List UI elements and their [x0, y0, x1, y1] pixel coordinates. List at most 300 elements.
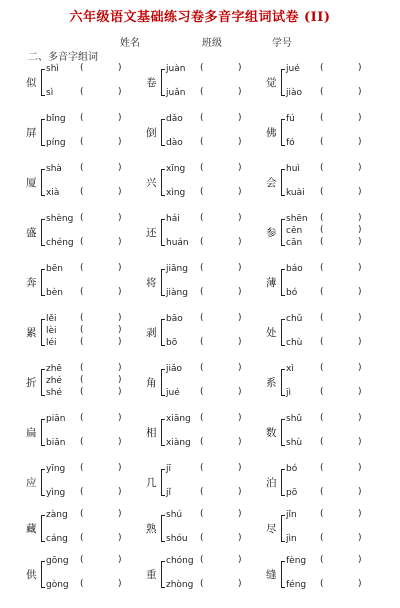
- answer-close-paren: ): [358, 237, 362, 247]
- polyphone-item: [266, 464, 386, 504]
- pinyin-reading: bǐng: [46, 114, 66, 124]
- answer-close-paren: ): [358, 63, 362, 73]
- pinyin-reading: lèi: [46, 326, 57, 336]
- pinyin-reading: jī: [166, 464, 172, 474]
- polyphone-character: 屏: [26, 126, 37, 139]
- polyphone-item: [146, 364, 266, 404]
- answer-open-paren: (: [80, 113, 84, 123]
- polyphone-character: 尽: [266, 522, 277, 535]
- reading-row: [46, 164, 126, 175]
- polyphone-character: 应: [26, 476, 37, 489]
- polyphone-item: [146, 214, 266, 254]
- reading-row: [166, 534, 246, 545]
- answer-close-paren: ): [358, 137, 362, 147]
- polyphone-item: [146, 64, 266, 104]
- answer-close-paren: ): [358, 463, 362, 473]
- reading-row: [46, 388, 126, 399]
- pinyin-reading: zhòng: [166, 580, 194, 590]
- answer-close-paren: ): [238, 463, 242, 473]
- polyphone-item: [266, 556, 386, 596]
- pinyin-reading: píng: [46, 138, 66, 148]
- brace: [41, 119, 45, 146]
- polyphone-character: 会: [266, 176, 277, 189]
- pinyin-reading: zàng: [46, 510, 68, 520]
- reading-row: [166, 164, 246, 175]
- polyphone-item: [26, 414, 146, 454]
- answer-open-paren: (: [80, 509, 84, 519]
- answer-close-paren: ): [358, 337, 362, 347]
- pinyin-reading: chéng: [46, 238, 74, 248]
- reading-row: [166, 388, 246, 399]
- reading-row: [46, 510, 126, 521]
- pinyin-reading: bō: [166, 338, 178, 348]
- reading-row: [46, 376, 126, 387]
- reading-row: [166, 314, 246, 325]
- pinyin-reading: jué: [286, 64, 300, 74]
- reading-row: [166, 338, 246, 349]
- pinyin-reading: huì: [286, 164, 300, 174]
- reading-row: [166, 510, 246, 521]
- class-label: 班级: [202, 38, 222, 49]
- reading-row: [286, 214, 366, 225]
- answer-open-paren: (: [80, 533, 84, 543]
- brace: [161, 219, 165, 246]
- reading-row: [46, 534, 126, 545]
- polyphone-item: [146, 314, 266, 354]
- answer-open-paren: (: [80, 437, 84, 447]
- brace: [161, 69, 165, 96]
- answer-close-paren: ): [118, 363, 122, 373]
- answer-open-paren: (: [320, 555, 324, 565]
- polyphone-item: [26, 214, 146, 254]
- polyphone-character: 几: [146, 476, 157, 489]
- brace: [161, 515, 165, 542]
- answer-open-paren: (: [320, 137, 324, 147]
- reading-row: [46, 214, 126, 225]
- answer-open-paren: (: [80, 413, 84, 423]
- answer-close-paren: ): [118, 263, 122, 273]
- reading-row: [166, 188, 246, 199]
- brace: [41, 169, 45, 196]
- polyphone-item: [266, 214, 386, 254]
- polyphone-item: [266, 114, 386, 154]
- answer-open-paren: (: [80, 137, 84, 147]
- answer-close-paren: ): [118, 375, 122, 385]
- answer-open-paren: (: [320, 463, 324, 473]
- answer-close-paren: ): [118, 63, 122, 73]
- answer-open-paren: (: [320, 387, 324, 397]
- reading-row: [166, 414, 246, 425]
- pinyin-reading: xīng: [166, 164, 186, 174]
- reading-row: [46, 580, 126, 591]
- answer-open-paren: (: [320, 313, 324, 323]
- answer-open-paren: (: [200, 163, 204, 173]
- reading-row: [286, 264, 366, 275]
- answer-open-paren: (: [200, 487, 204, 497]
- pinyin-reading: lěi: [46, 314, 57, 324]
- brace: [281, 219, 285, 246]
- polyphone-character: 觉: [266, 76, 277, 89]
- answer-open-paren: (: [200, 187, 204, 197]
- answer-open-paren: (: [80, 463, 84, 473]
- answer-close-paren: ): [358, 533, 362, 543]
- reading-row: [166, 580, 246, 591]
- polyphone-character: 泊: [266, 476, 277, 489]
- pinyin-reading: gōng: [46, 556, 69, 566]
- polyphone-item: [26, 64, 146, 104]
- pinyin-reading: báo: [286, 264, 303, 274]
- reading-row: [286, 464, 366, 475]
- polyphone-character: 系: [266, 376, 277, 389]
- answer-open-paren: (: [320, 437, 324, 447]
- answer-close-paren: ): [118, 237, 122, 247]
- polyphone-item: [26, 364, 146, 404]
- answer-close-paren: ): [358, 313, 362, 323]
- reading-row: [166, 364, 246, 375]
- reading-row: [286, 164, 366, 175]
- answer-open-paren: (: [200, 337, 204, 347]
- answer-open-paren: (: [200, 463, 204, 473]
- answer-open-paren: (: [320, 113, 324, 123]
- answer-close-paren: ): [358, 387, 362, 397]
- answer-close-paren: ): [238, 555, 242, 565]
- polyphone-character: 缝: [266, 568, 277, 581]
- polyphone-character: 剥: [146, 326, 157, 339]
- pinyin-reading: shù: [286, 438, 303, 448]
- pinyin-reading: xiāng: [166, 414, 191, 424]
- pinyin-reading: cēn: [286, 226, 303, 236]
- pinyin-reading: juàn: [166, 64, 186, 74]
- pinyin-reading: shóu: [166, 534, 188, 544]
- answer-close-paren: ): [118, 287, 122, 297]
- polyphone-character: 佛: [266, 126, 277, 139]
- answer-open-paren: (: [80, 555, 84, 565]
- answer-open-paren: (: [80, 487, 84, 497]
- polyphone-character: 卷: [146, 76, 157, 89]
- answer-open-paren: (: [200, 87, 204, 97]
- answer-open-paren: (: [80, 313, 84, 323]
- brace: [281, 69, 285, 96]
- pinyin-reading: fú: [286, 114, 295, 124]
- brace: [161, 119, 165, 146]
- answer-open-paren: (: [80, 163, 84, 173]
- brace: [161, 369, 165, 396]
- answer-open-paren: (: [80, 213, 84, 223]
- pinyin-reading: jì: [286, 388, 292, 398]
- answer-close-paren: ): [118, 313, 122, 323]
- polyphone-character: 累: [26, 326, 37, 339]
- polyphone-character: 薄: [266, 276, 277, 289]
- brace: [41, 369, 45, 396]
- pinyin-reading: kuài: [286, 188, 305, 198]
- answer-open-paren: (: [200, 437, 204, 447]
- answer-close-paren: ): [358, 187, 362, 197]
- answer-close-paren: ): [358, 87, 362, 97]
- answer-open-paren: (: [320, 87, 324, 97]
- answer-close-paren: ): [358, 225, 362, 235]
- answer-close-paren: ): [238, 437, 242, 447]
- polyphone-character: 兴: [146, 176, 157, 189]
- polyphone-character: 处: [266, 326, 277, 339]
- pinyin-reading: shì: [46, 64, 59, 74]
- answer-open-paren: (: [200, 533, 204, 543]
- pinyin-reading: shà: [46, 164, 62, 174]
- student-id-label: 学号: [272, 38, 292, 49]
- answer-close-paren: ): [358, 163, 362, 173]
- reading-row: [286, 438, 366, 449]
- polyphone-character: 相: [146, 426, 157, 439]
- answer-close-paren: ): [358, 263, 362, 273]
- brace: [161, 419, 165, 446]
- reading-row: [286, 556, 366, 567]
- polyphone-item: [266, 164, 386, 204]
- section-heading: 二、多音字组词: [28, 52, 98, 63]
- pinyin-reading: huán: [166, 238, 189, 248]
- pinyin-reading: jìn: [286, 534, 297, 544]
- answer-open-paren: (: [80, 263, 84, 273]
- answer-open-paren: (: [320, 579, 324, 589]
- answer-open-paren: (: [200, 237, 204, 247]
- answer-open-paren: (: [320, 509, 324, 519]
- answer-close-paren: ): [238, 137, 242, 147]
- answer-close-paren: ): [118, 555, 122, 565]
- answer-close-paren: ): [118, 413, 122, 423]
- answer-open-paren: (: [320, 213, 324, 223]
- reading-row: [286, 114, 366, 125]
- answer-close-paren: ): [238, 237, 242, 247]
- answer-open-paren: (: [200, 413, 204, 423]
- reading-row: [286, 64, 366, 75]
- answer-close-paren: ): [358, 555, 362, 565]
- pinyin-reading: shǔ: [286, 414, 303, 424]
- brace: [281, 561, 285, 588]
- polyphone-character: 角: [146, 376, 157, 389]
- pinyin-reading: yīng: [46, 464, 66, 474]
- reading-row: [46, 138, 126, 149]
- brace: [161, 269, 165, 296]
- pinyin-reading: léi: [46, 338, 57, 348]
- answer-close-paren: ): [238, 533, 242, 543]
- polyphone-character: 参: [266, 226, 277, 239]
- answer-open-paren: (: [320, 187, 324, 197]
- reading-row: [166, 556, 246, 567]
- polyphone-character: 折: [26, 376, 37, 389]
- brace: [281, 319, 285, 346]
- polyphone-item: [26, 264, 146, 304]
- polyphone-character: 供: [26, 568, 37, 581]
- reading-row: [166, 214, 246, 225]
- reading-row: [166, 488, 246, 499]
- answer-open-paren: (: [200, 313, 204, 323]
- pinyin-reading: bēn: [46, 264, 63, 274]
- pinyin-reading: biǎn: [46, 438, 66, 448]
- brace: [41, 515, 45, 542]
- pinyin-reading: shēn: [286, 214, 308, 224]
- reading-row: [46, 288, 126, 299]
- brace: [281, 169, 285, 196]
- brace: [161, 469, 165, 496]
- pinyin-reading: sì: [46, 88, 54, 98]
- answer-close-paren: ): [118, 487, 122, 497]
- answer-open-paren: (: [200, 387, 204, 397]
- polyphone-item: [146, 464, 266, 504]
- brace: [161, 319, 165, 346]
- brace: [41, 269, 45, 296]
- reading-row: [166, 238, 246, 249]
- answer-open-paren: (: [320, 363, 324, 373]
- reading-row: [166, 88, 246, 99]
- answer-open-paren: (: [320, 287, 324, 297]
- answer-close-paren: ): [118, 187, 122, 197]
- polyphone-character: 厦: [26, 176, 37, 189]
- answer-open-paren: (: [320, 163, 324, 173]
- pinyin-reading: chù: [286, 338, 303, 348]
- answer-close-paren: ): [358, 213, 362, 223]
- answer-close-paren: ): [238, 413, 242, 423]
- reading-row: [46, 264, 126, 275]
- brace: [281, 515, 285, 542]
- answer-close-paren: ): [358, 437, 362, 447]
- pinyin-reading: zhé: [46, 376, 62, 386]
- answer-close-paren: ): [118, 387, 122, 397]
- answer-open-paren: (: [320, 263, 324, 273]
- reading-row: [166, 288, 246, 299]
- answer-open-paren: (: [200, 137, 204, 147]
- pinyin-reading: bèn: [46, 288, 63, 298]
- answer-close-paren: ): [238, 187, 242, 197]
- answer-close-paren: ): [238, 263, 242, 273]
- answer-open-paren: (: [320, 487, 324, 497]
- reading-row: [286, 238, 366, 249]
- pinyin-reading: féng: [286, 580, 307, 590]
- answer-open-paren: (: [320, 237, 324, 247]
- answer-open-paren: (: [320, 413, 324, 423]
- brace: [281, 419, 285, 446]
- answer-close-paren: ): [118, 579, 122, 589]
- reading-row: [286, 580, 366, 591]
- answer-close-paren: ): [118, 533, 122, 543]
- pinyin-reading: jiào: [286, 88, 303, 98]
- answer-open-paren: (: [320, 337, 324, 347]
- polyphone-item: [26, 510, 146, 550]
- brace: [41, 219, 45, 246]
- reading-row: [46, 326, 126, 337]
- brace: [281, 269, 285, 296]
- answer-close-paren: ): [238, 387, 242, 397]
- reading-row: [46, 364, 126, 375]
- answer-close-paren: ): [358, 287, 362, 297]
- answer-close-paren: ): [238, 313, 242, 323]
- answer-open-paren: (: [200, 287, 204, 297]
- reading-row: [46, 338, 126, 349]
- polyphone-item: [146, 114, 266, 154]
- reading-row: [286, 414, 366, 425]
- reading-row: [286, 288, 366, 299]
- reading-row: [46, 438, 126, 449]
- polyphone-item: [26, 164, 146, 204]
- answer-open-paren: (: [200, 113, 204, 123]
- answer-close-paren: ): [238, 363, 242, 373]
- answer-close-paren: ): [118, 437, 122, 447]
- answer-close-paren: ): [118, 137, 122, 147]
- reading-row: [286, 534, 366, 545]
- answer-open-paren: (: [80, 237, 84, 247]
- answer-open-paren: (: [80, 187, 84, 197]
- reading-row: [286, 314, 366, 325]
- brace: [41, 469, 45, 496]
- answer-open-paren: (: [80, 63, 84, 73]
- brace: [161, 169, 165, 196]
- reading-row: [286, 88, 366, 99]
- pinyin-reading: jiǎo: [166, 364, 183, 374]
- polyphone-item: [26, 464, 146, 504]
- answer-close-paren: ): [118, 213, 122, 223]
- pinyin-reading: pō: [286, 488, 298, 498]
- answer-close-paren: ): [118, 337, 122, 347]
- brace: [41, 419, 45, 446]
- reading-row: [166, 264, 246, 275]
- brace: [281, 119, 285, 146]
- polyphone-character: 将: [146, 276, 157, 289]
- polyphone-item: [266, 510, 386, 550]
- answer-open-paren: (: [200, 555, 204, 565]
- answer-open-paren: (: [80, 387, 84, 397]
- answer-close-paren: ): [238, 337, 242, 347]
- answer-close-paren: ): [358, 487, 362, 497]
- brace: [161, 561, 165, 588]
- polyphone-item: [266, 64, 386, 104]
- pinyin-reading: dǎo: [166, 114, 183, 124]
- brace: [41, 561, 45, 588]
- reading-row: [46, 314, 126, 325]
- pinyin-reading: jiàng: [166, 288, 188, 298]
- reading-row: [286, 226, 366, 237]
- polyphone-character: 数: [266, 426, 277, 439]
- pinyin-reading: chóng: [166, 556, 194, 566]
- answer-close-paren: ): [118, 325, 122, 335]
- pinyin-reading: chǔ: [286, 314, 303, 324]
- answer-open-paren: (: [80, 363, 84, 373]
- answer-close-paren: ): [238, 113, 242, 123]
- reading-row: [166, 464, 246, 475]
- answer-close-paren: ): [238, 213, 242, 223]
- pinyin-reading: xì: [286, 364, 294, 374]
- pinyin-reading: cáng: [46, 534, 68, 544]
- reading-row: [286, 510, 366, 521]
- polyphone-item: [266, 364, 386, 404]
- polyphone-item: [26, 114, 146, 154]
- reading-row: [46, 88, 126, 99]
- polyphone-item: [266, 264, 386, 304]
- answer-open-paren: (: [80, 337, 84, 347]
- polyphone-item: [26, 556, 146, 596]
- polyphone-item: [26, 314, 146, 354]
- polyphone-item: [146, 164, 266, 204]
- answer-open-paren: (: [200, 509, 204, 519]
- reading-row: [286, 138, 366, 149]
- pinyin-reading: piān: [46, 414, 66, 424]
- answer-close-paren: ): [238, 163, 242, 173]
- answer-close-paren: ): [358, 413, 362, 423]
- pinyin-reading: xìng: [166, 188, 186, 198]
- reading-row: [166, 114, 246, 125]
- answer-open-paren: (: [200, 263, 204, 273]
- answer-open-paren: (: [200, 63, 204, 73]
- answer-open-paren: (: [320, 225, 324, 235]
- pinyin-reading: jǐ: [166, 488, 172, 498]
- answer-close-paren: ): [118, 463, 122, 473]
- reading-row: [46, 464, 126, 475]
